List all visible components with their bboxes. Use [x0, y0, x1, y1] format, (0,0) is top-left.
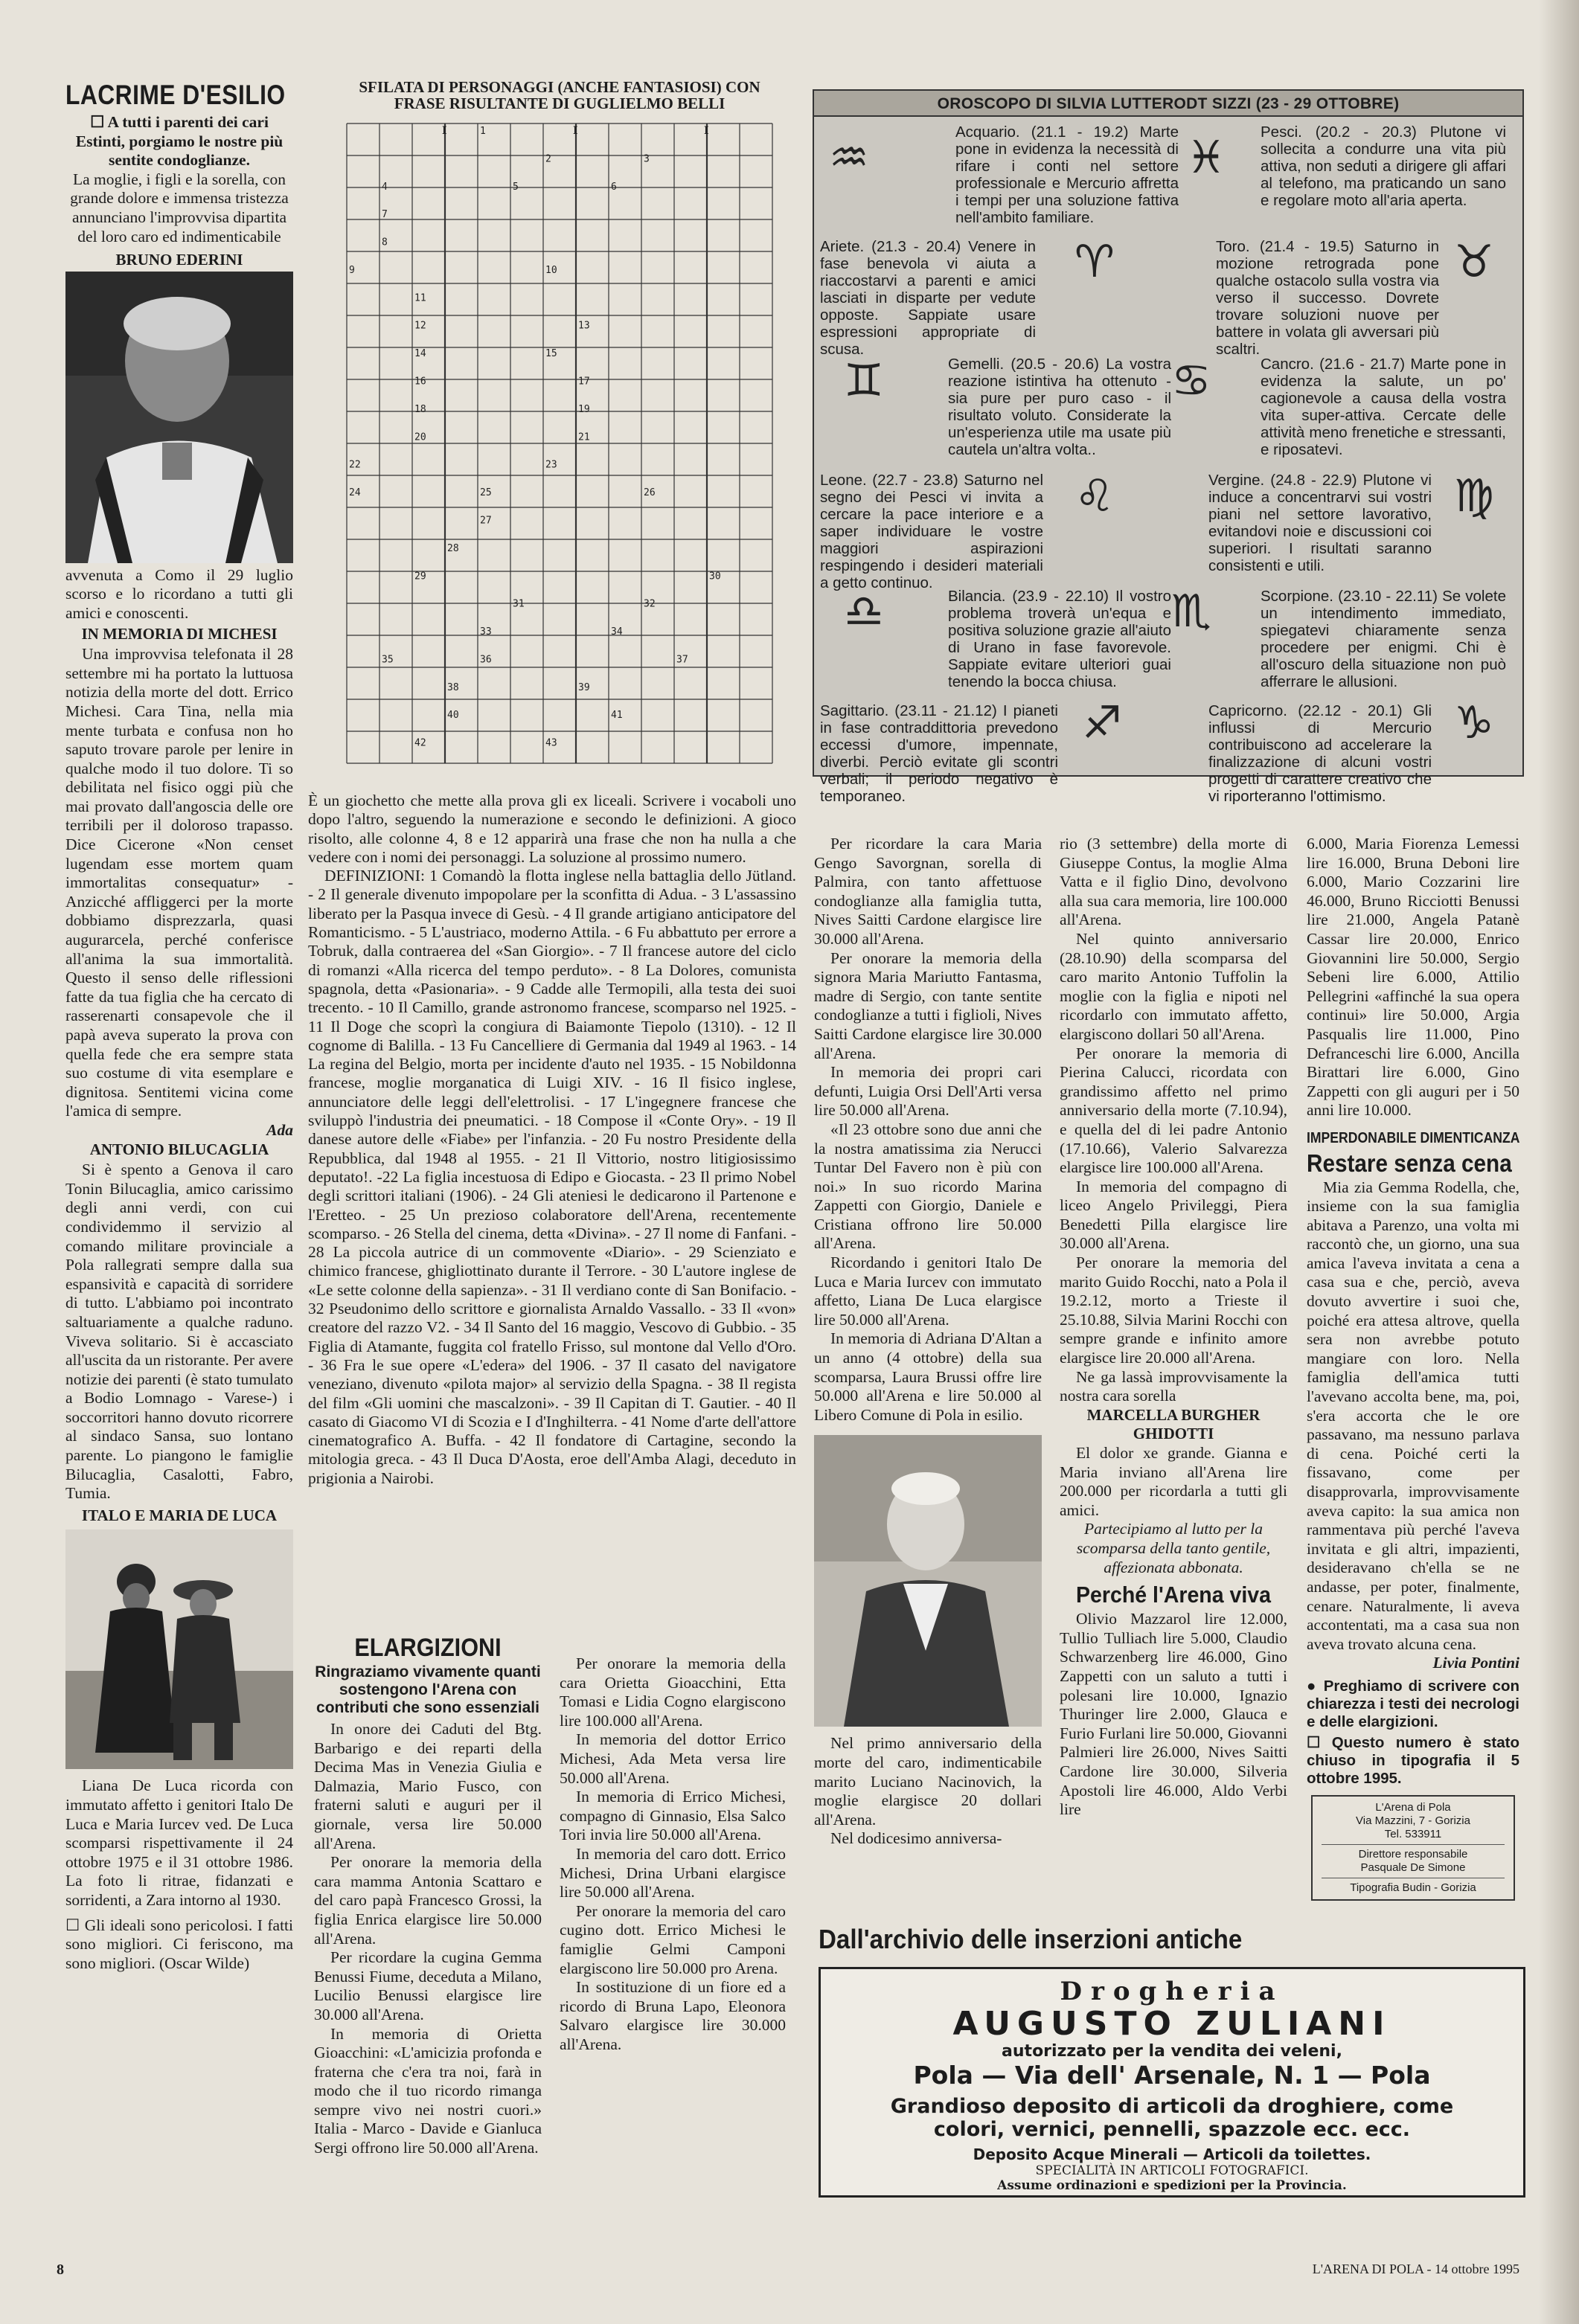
elarg-c4-top: 6.000, Maria Fiorenza Lemessi lire 16.000, Bruna Deboni lire 6.000, Mario Cozzarini lire 46.000, Bruno Ricciotti Benussi lire 21.000, Angela Patanè Cassar lire 20.000, Enrico Giovannini lire 50.000, Sergio Sebeni lire 6.000, Attilio Pellegrini «affinché la sua opera continui» lire 50.000, Argia Pasqualis lire 11.000, Pino Defranceschi lire 6.000, Ancilla Birattari lire 6.000, Gino Zappetti con gli auguri per i 50 anni lire 10.000.: [1307, 835, 1519, 1120]
horoscope-sign-text: I pianeti in fase contraddittoria prevedono eccessi d'umore, impennate, diverbi. Perciò evitate gli scontri verbali; il periodo negativo è temporaneo.: [820, 702, 1058, 805]
ederini-name: BRUNO EDERINI: [115, 251, 243, 269]
elargizioni-col-4: [1060, 835, 1287, 1820]
elargizioni-subtitle: Ringraziamo vivamente quanti sostengono l'Arena con contributi che sono essenziali: [315, 1663, 541, 1716]
crossword-text: [308, 792, 796, 1488]
elargizioni-col-1: [314, 1634, 542, 2158]
horoscope-sign-name: Vergine. (24.8 - 22.9): [1208, 472, 1363, 489]
crossword-number: 17: [578, 376, 590, 388]
crossword-number: 32: [644, 598, 656, 610]
scorpio-icon: ♏: [1171, 585, 1211, 638]
pisces-icon: ♓: [1186, 132, 1226, 184]
horoscope-sign-text: Saturno in mozione retrograda pone qualche ostacolo sulla vostra via verso il successo. Dovrete trovare soluzioni nuove per battere in volata gli avversari più scaltri.: [1216, 238, 1440, 358]
cancer-icon: ♋: [1171, 355, 1211, 407]
michesi-heading: IN MEMORIA DI MICHESI: [81, 624, 278, 643]
crossword-number: 8: [382, 237, 388, 248]
horoscope-sign-name: Toro. (21.4 - 19.5): [1216, 238, 1364, 255]
wilde-quote: ☐ Gli ideali sono pericolosi. I fatti sono migliori. Ci feriscono, ma sono migliori. (Oscar Wilde): [65, 1916, 293, 1972]
horoscope-sign: [1261, 123, 1506, 209]
avviso-1: ● Preghiamo di scrivere con chiarezza i testi dei necrologi e delle elargizioni.: [1307, 1677, 1519, 1730]
page-number: 8: [57, 2262, 64, 2278]
elarg-c2-p5: Per onorare la memoria del caro cugino dott. Errico Michesi le famiglie Gelmi Camponi elargiscono lire 50.000 pro Arena.: [560, 1901, 786, 1977]
bilucaglia-heading: ANTONIO BILUCAGLIA: [89, 1140, 269, 1158]
arena-viva-body: Olivio Mazzarol lire 12.000, Tullio Tulliach lire 5.000, Claudio Schwarzenberg lire 46.000, Gino Zappetti con un saluto a tutti i polesani lire 10.000, Ignazio Thuringer lire 2.000, Glauca e Furio Furlani lire 50.000, Giovanni Palmieri lire 26.000, Nives Saitti Cardone lire 30.000, Silveria Apostoli lire 46.000, Aldo Verbi lire: [1060, 1610, 1287, 1819]
crossword-number: 43: [545, 737, 557, 749]
ad-line-6: colori, vernici, pennelli, spazzole ecc. ecc.: [933, 2118, 1411, 2141]
elarg-c2-tail: Nel dodicesimo anniversa-: [830, 1829, 1002, 1848]
horoscope-sign-name: Ariete. (21.3 - 20.4): [820, 238, 969, 255]
crossword-number: 26: [644, 487, 656, 499]
horoscope-sign: [820, 472, 1043, 591]
crossword-number: 5: [513, 181, 519, 193]
antique-advertisement: [819, 1967, 1525, 2198]
paper-dateline: L'ARENA DI POLA - 14 ottobre 1995: [1312, 2262, 1519, 2276]
aries-icon: ♈: [1074, 236, 1115, 288]
horoscope-sign-name: Sagittario. (23.11 - 21.12): [820, 702, 1003, 719]
capricorn-icon: ♑: [1454, 697, 1494, 749]
crossword-number: 35: [382, 654, 394, 666]
man-portrait-image: [814, 1435, 1042, 1727]
nacinovich-text: Nel primo anniversario della morte del caro, indimenticabile marito Luciano Nacinovich, la moglie elargisce 20 dollari all'Arena.: [814, 1734, 1042, 1829]
horoscope-sign-text: Se volete un intendimento immediato, spiegatevi chiaramente senza procedere per enigmi. Chi è all'oscuro della situazione non può afferrare le allusioni.: [1261, 588, 1506, 690]
portrait-image: [65, 272, 293, 563]
elarg-c2-p11: Ricordando i genitori Italo De Luca e Maria Iurcev con immutato affetto, Liana De Luca elargisce lire 50.000 all'Arena.: [814, 1254, 1042, 1329]
lacrime-title: LACRIME D'ESILIO: [65, 80, 286, 110]
crossword-number: 22: [349, 459, 361, 471]
ad-line-1: Drogheria: [1060, 1977, 1284, 2006]
michesi-signature: Ada: [266, 1120, 293, 1139]
cena-signature: Livia Pontini: [1432, 1654, 1519, 1672]
ad-line-4: Pola — Via dell' Arsenale, N. 1 — Pola: [913, 2061, 1431, 2090]
crossword-number: 12: [414, 320, 426, 332]
ederini-photo: [65, 272, 293, 563]
crossword-number: 34: [611, 626, 623, 638]
elargizioni-col-3: [814, 835, 1042, 1849]
elarg-c2-p3: In memoria di Errico Michesi, compagno di Ginnasio, Elsa Salco Tori invia lire 50.000 all'Arena.: [560, 1788, 786, 1844]
crossword-number: 37: [676, 654, 688, 666]
crossword-number: 30: [709, 571, 721, 582]
ad-line-7: Deposito Acque Minerali — Articoli da toilettes.: [973, 2145, 1371, 2163]
crossword-number: 16: [414, 376, 426, 388]
crossword-number: 21: [578, 431, 590, 443]
horoscope-sign-text: Marte pone in evidenza la salute, un po' cagionevole a causa della vostra vita super-attiva. Cercate delle attività meno frenetiche e stressanti, e riposatevi.: [1261, 356, 1506, 458]
elarg-c3-p1: rio (3 settembre) della morte di Giuseppe Contus, la moglie Alma Vatta e il figlio Dino, devolvono alla sua cara memoria, lire 100.000 all'Arena.: [1060, 835, 1287, 929]
elarg-c2-p6: In sostituzione di un fiore ed a ricordo di Bruna Lapo, Eleonora Salvaro elargisce lire 30.000 all'Arena.: [560, 1978, 786, 2053]
burgher-italic: Partecipiamo al lutto per la scomparsa della tanto gentile, affezionata abbonata.: [1076, 1520, 1271, 1576]
crossword-number: 27: [480, 515, 492, 527]
horoscope-sign-text: Plutone vi induce a concentrarvi sui vostri piani nel settore lavorativo, evitandovi noie e discussioni coi superiori. I risultati saranno consistenti e utili.: [1208, 472, 1432, 574]
bilucaglia-body: Si è spento a Genova il caro Tonin Bilucaglia, amico carissimo degli anni verdi, con cui condividemmo il servizio al comando militare provinciale a Pola rallegrati sempre dalla sua espansività e capacità di sorridere di tutto. L'abbiamo poi incontrato saltuariamente a qualche raduno. Viveva solitario. Si è accasciato all'uscita da un ristorante. Per avere notizie dei parenti (è stato tumulato a Bodio Lomnago - Varese-) i soccorritori hanno dovuto ricorrere al sindaco Sansa, suo lontano parente. Lo piangono le famiglie Bilucaglia, Casalotti, Fabro, Tumia.: [65, 1161, 293, 1503]
deluca-body: Liana De Luca ricorda con immutato affetto i genitori Italo De Luca e Maria Iurcev ved. De Luca scomparsi rispettivamente il 24 ottobre 1975 e il 31 ottobre 1986. La foto li ritrae, fidanzati e sorridenti, a Zara intorno al 1930.: [65, 1776, 293, 1909]
crossword-number: 9: [349, 264, 355, 276]
archivio-title: Dall'archivio delle inserzioni antiche: [819, 1924, 1243, 1954]
horoscope-sign: [1208, 702, 1432, 805]
crossword-number: 4: [382, 181, 388, 193]
horoscope-sign-name: Pesci. (20.2 - 20.3): [1261, 123, 1430, 141]
horoscope-sign: [1261, 588, 1506, 690]
horoscope-sign-text: Plutone vi sollecita a condurre una vita più attiva, non seduti a dirigere gli affari al telefono, ma praticando un sano e regolare moto all'aria aperta.: [1261, 123, 1506, 209]
crossword-number: 13: [578, 320, 590, 332]
crossword-number: 29: [414, 571, 426, 582]
colophon-line-5: Pasquale De Simone: [1360, 1861, 1466, 1874]
horoscope-sign: [948, 356, 1171, 458]
horoscope-sign-text: Il vostro problema troverà un'equa e positiva soluzione grazie all'aiuto di Urano in fase favorevole. Sappiate evitare ulteriori guai tenendo la bocca chiusa.: [948, 588, 1171, 690]
crossword-number: 14: [414, 348, 426, 360]
crossword-number: 25: [480, 487, 492, 499]
cena-kicker: IMPERDONABILE DIMENTICANZA: [1307, 1129, 1520, 1146]
elarg-c1-p2: Per onorare la memoria della cara mamma Antonia Scattaro e del caro papà Francesco Grossi, la figlia Enrica elargisce lire 50.000 all'Arena.: [314, 1853, 542, 1948]
lacrime-intro: ☐ A tutti i parenti dei cari Estinti, porgiamo le nostre più sentite condoglianze.: [75, 113, 284, 170]
horoscope-sign-text: Venere in fase benevola vi aiuta a riaccostarvi a parenti e amici lasciati in disparte per vedute opposte. Sappiate usare espressioni appropriate di scusa.: [820, 238, 1037, 358]
horoscope-sign-text: Gli influssi di Mercurio contribuiscono ad accelerare la finalizzazione di alcuni vostri progetti di carattere creativo che vi riporteranno l'ottimismo.: [1208, 702, 1432, 805]
couple-photo-image: [65, 1529, 293, 1769]
horoscope-sign-name: Acquario. (21.1 - 19.2): [955, 123, 1140, 141]
horoscope-sign: [1208, 472, 1432, 574]
deluca-heading: ITALO E MARIA DE LUCA: [81, 1506, 278, 1524]
crossword-number: 20: [414, 431, 426, 443]
elarg-c2-p9: In memoria dei propri cari defunti, Luigia Orsi Dell'Arti versa lire 50.000 all'Arena.: [814, 1063, 1042, 1120]
michesi-body: Una improvvisa telefonata il 28 settembre mi ha portato la luttuosa notizia della morte del dott. Errico Michesi. Cara Tina, nella mia mente turbata e confusa non ho saputo trovare parole per lenire in qualche modo il tuo dolore. Ti so debilitata nel fisico oggi più che mai provato dall'angoscia delle ore terribili per il doloroso trapasso. Dice Cicerone «Non censet lugendam esse mortem quam immortalitas consequatur» - Anzicché affliggerci per la morte dobbiamo disprezzarla, quasi augurarcela, perché conferisce all'anima la sua immortalità. Questo il senso delle riflessioni fatte da tua figlia che ha cercato di rasserenarti consapevole che il papà aveva superato la prova con quella fede che era sempre stata suo costume di vita esemplare e dignitosa. Sentitemi vicina come l'amica di sempre.: [65, 645, 293, 1120]
horoscope-sign-text: La vostra reazione istintiva ha ottenuto - sia pure per puro caso - il risultato voluto. Considerate la un'esperienza utile ma usate più cautela un'altra volta..: [948, 356, 1171, 458]
crossword-number: 42: [414, 737, 426, 749]
column-marker: I: [573, 125, 578, 137]
crossword-number: 2: [545, 153, 551, 165]
taurus-icon: ♉: [1454, 236, 1494, 288]
ad-line-2: AUGUSTO ZULIANI: [952, 2005, 1391, 2043]
horoscope-sign: [1261, 356, 1506, 458]
crossword-number: 41: [611, 710, 623, 722]
elargizioni-col-5: [1307, 835, 1519, 1901]
colophon-line-2: Via Mazzini, 7 - Gorizia: [1356, 1814, 1470, 1827]
crossword-number: 24: [349, 487, 361, 499]
elarg-c2-p7: Per ricordare la cara Maria Gengo Savorgnan, sorella di Palmira, con tanto affettuose condoglianze alla famiglia tutta, Nives Saitti Cardone elargisce lire 30.000 all'Arena.: [814, 835, 1042, 948]
crossword-number: 3: [644, 153, 650, 165]
column-lacrime: [65, 80, 293, 1973]
crossword-number: 33: [480, 626, 492, 638]
elarg-c2-p2: In memoria del dottor Errico Michesi, Ada Meta versa lire 50.000 all'Arena.: [560, 1730, 786, 1787]
crossword-number: 38: [447, 681, 459, 693]
crossword-number: 10: [545, 264, 557, 276]
crossword-number: 31: [513, 598, 525, 610]
elarg-c1-p1: In onore dei Caduti del Btg. Barbarigo e dei reparti della Decima Mas in Venezia Giulia e Dalmazia, Mario Fusco, con fraterni saluti e auguri per il giornale, versa lire 50.000 all'Arena.: [314, 1720, 542, 1852]
crossword-title: SFILATA DI PERSONAGGI (ANCHE FANTASIOSI) CON FRASE RISULTANTE DI GUGLIELMO BELLI: [359, 78, 760, 112]
horoscope-sign: [948, 588, 1171, 690]
deluca-photo: [65, 1529, 293, 1769]
horoscope-sign: [820, 238, 1036, 358]
ad-line-3: autorizzato per la vendita dei veleni,: [1002, 2042, 1342, 2061]
column-marker: I: [704, 125, 709, 137]
horoscope-sign-name: Bilancia. (23.9 - 22.10): [948, 588, 1115, 605]
crossword-number: 15: [545, 348, 557, 360]
crossword-number: 11: [414, 292, 426, 304]
elarg-c2-p10: «Il 23 ottobre sono due anni che la nostra amatissima zia Nerucci Tuntar Del Favero non è più con noi.» In suo ricordo Marina Zappetti con Giorgio, Daniele e Cristiana offrono lire 50.000 all'Arena.: [814, 1120, 1042, 1253]
ederini-lead: La moglie, i figli e la sorella, con grande dolore e immensa tristezza annunciano l'improvvisa dipartita del loro caro ed indimenticabile: [70, 170, 289, 245]
burgher-name: MARCELLA BURGHER GHIDOTTI: [1086, 1405, 1261, 1443]
crossword-number: 23: [545, 459, 557, 471]
crossword-definitions: DEFINIZIONI: 1 Comandò la flotta inglese nella battaglia dello Jütland. - 2 Il generale divenuto impopolare per la sconfitta di Adua. - 3 L'assassino liberato per la Pasqua invece di Gesù. - 4 Il grande artigiano anticipatore del Romanticismo. - 5 L'austriaco, moderno Attila. - 6 Fu abbattuto per errore a Tobruk, dalla contraerea del «San Giorgio». - 7 Il francese autore del ciclo di romanzi «Alla ricerca del tempo perduto». - 8 La Dolores, comunista spagnola, detta «Pasionaria». - 9 Cadde alle Termopili, alla testa dei suoi trecento. - 10 Il Camillo, grande astronomo francese, scomparso nel 1925. - 11 Il Doge che scoprì la congiura di Baiamonte Tiepolo (1310). - 12 Il cognome di Balilla. - 13 Fu Cancelliere di Germania dal 1949 al 1963. - 14 La regina del Belgio, morta per incidente d'auto nel 1935. - 15 Nobildonna francese, moglie morganatica di Luigi XIV. - 16 Il fisico inglese, annunciatore delle leggi dell'elettrolisi. - 17 L'ingegnere francese che sviluppò l'industria dei pneumatici. - 18 Compose il «Conte Ory». - 19 Il danese autore delle «Fiabe» per l'infanzia. - 20 Fu nostro Presidente della Repubblica, dal 1948 al 1955. - 21 Il Vittorio, nostro litigiosissimo deputato!. -22 La figlia incestuosa di Edipo e Giocasta. - 23 Il primo Nobel degli scrittori italiani (1906). - 24 Gli ateniesi le dedicarono il Partenone e l'Eretteo. - 25 Un prezioso colaboratore dell'Arena, recentemente scomparso. - 26 Stella del cinema, detta «Divina». - 27 Il nome di Fanfani. - 28 La piccola autrice di un commovente «Diario». - 29 Scienziato e chimico francese, ghigliottinato durante il Terrore. - 30 L'autore inglese de «Le sette colonne della sapienza». - 31 Il verdiano conte di San Bonifacio. - 32 Pseudonimo dello scrittore e giornalista Arnaldo Vassallo. - 33 Il «von» creatore del razzo V2. - 34 Il Santo del 16 maggio, Vescovo di Gubbio. - 35 Figlia di Atamante, fuggita col fratello Frisso, sul montone dal Vello d'Oro. - 36 Fra le sue opere «L'edera» del 1906. - 37 Il casato del navigatore veneziano, divenuto «pilota major» al servizio della Spagna. - 38 Il regista del film «Gli uomini che mascalzoni». - 39 Il Capitan di T. Gautier. - 40 Il casato di Giacomo VI di Scozia e I d'Inghilterra. - 41 Nome d'arte dell'attore cinematografico A. Buffa. - 42 Il fondatore di Cartagine, secondo la mitologia greca. - 43 Il Duca D'Aosta, eroe dell'Amba Alagi, deceduto in prigionia a Nairobi.: [308, 867, 796, 1487]
horoscope-sign-name: Scorpione. (23.10 - 22.11): [1261, 588, 1443, 605]
elargizioni-col-2: [560, 1654, 786, 2054]
ederini-body: avvenuta a Como il 29 luglio scorso e lo ricordano a tutti gli amici e conoscenti.: [65, 565, 293, 622]
crossword-svg: [341, 119, 778, 774]
libra-icon: ♎: [844, 585, 884, 638]
cena-body: Mia zia Gemma Rodella, che, insieme con la sua famiglia abitava a Parenzo, una volta mi raccontò che, un giorno, una sua amica l'aveva invitata a cena a casa sua e che, perciò, aveva dovuto avvertire i suoi che, poiché era attesa altrove, quella sera non avrebbe potuto mangiare con loro. Nella famiglia dell'amica tutti l'avevano accolta bene, ma, poi, s'era accorta che le ore passavano, ma nessuno parlava di cena. Poiché certi la fissavano, come per disapprovarla, improvvisamente aveva capito: la sua amica non rammentava più perché l'aveva invitata e gli altri, impazienti, desideravano ch'ella se ne andasse, per poter, finalmente, cenare. Naturalmente, li aveva accontentati, ma a casa sua non aveva trovato alcuna cena.: [1307, 1178, 1519, 1653]
cena-title: Restare senza cena: [1307, 1149, 1512, 1177]
colophon-line-6: Tipografia Budin - Gorizia: [1350, 1881, 1476, 1894]
ad-line-5: Grandioso deposito di articoli da droghiere, come: [890, 2095, 1454, 2118]
crossword-number: 39: [578, 681, 590, 693]
avviso-2: ☐ Questo numero è stato chiuso in tipografia il 5 ottobre 1995.: [1307, 1733, 1519, 1787]
horoscope-title: OROSCOPO DI SILVIA LUTTERODT SIZZI (23 - 29 OTTOBRE): [814, 91, 1522, 117]
crossword-grid: [341, 119, 778, 774]
virgo-icon: ♍: [1454, 470, 1494, 522]
horoscope-sign: [955, 123, 1179, 226]
crossword-number: 18: [414, 403, 426, 415]
crossword-number: 28: [447, 542, 459, 554]
horoscope-sign-name: Capricorno. (22.12 - 20.1): [1208, 702, 1413, 719]
horoscope-sign: [1216, 238, 1439, 358]
crossword-number: 1: [480, 126, 486, 137]
horoscope-sign-text: Marte pone in evidenza la necessità di rifare i conti nel settore professionale e Mercurio affretta i tempi per una soluzione fattiva nell'ambito familiare.: [955, 123, 1179, 226]
arena-viva-title: Perché l'Arena viva: [1075, 1582, 1272, 1608]
horoscope-sign-name: Gemelli. (20.5 - 20.6): [948, 356, 1106, 373]
elarg-c3-p2: Nel quinto anniversario (28.10.90) della scomparsa del caro marito Antonio Tuffolin la moglie con la figlia e nipoti nel ricordarlo con immutato affetto, elargiscono dollari 50 all'Arena.: [1060, 929, 1287, 1043]
colophon-box: [1311, 1795, 1515, 1901]
colophon-line-3: Tel. 533911: [1384, 1827, 1442, 1840]
burgher-body: El dolor xe grande. Gianna e Maria inviano all'Arena lire 200.000 per ricordarla a tutti gli amici.: [1060, 1444, 1287, 1519]
elarg-c3-p5: Per onorare la memoria del marito Guido Rocchi, nato a Pola il 19.2.12, morto a Trieste il 25.10.88, Silvia Marini Rocchi con sempre grande e infinito amore elargisce lire 20.000 all'Arena.: [1060, 1254, 1287, 1367]
elarg-c2-p4: In memoria del caro dott. Errico Michesi, Drina Urbani elargisce lire 50.000 all'Arena.: [560, 1844, 786, 1901]
elarg-c2-p12: In memoria di Adriana D'Altan a un anno (4 ottobre) della sua scomparsa, Laura Brussi offre lire 50.000 all'Arena e lire 50.000 al Libero Comune di Pola in esilio.: [814, 1329, 1042, 1424]
nacinovich-photo: [814, 1435, 1042, 1727]
elarg-c2-p1: Per onorare la memoria della cara Orietta Gioacchini, Etta Tomasi e Lidia Cogno elargiscono lire 100.000 all'Arena.: [560, 1654, 786, 1730]
gemini-icon: ♊: [844, 355, 884, 407]
elarg-c3-p3: Per onorare la memoria di Pierina Calucci, ricordata con grandissimo affetto nel primo anniversario della morte (7.10.94), e quella del di lei padre Antonio (17.10.66), Valerio Salvarezza elargisce lire 100.000 all'Arena.: [1060, 1044, 1287, 1177]
ad-line-9: Assume ordinazioni e spedizioni per la Provincia.: [997, 2178, 1347, 2193]
crossword-number: 6: [611, 181, 617, 193]
elarg-c1-p3: Per ricordare la cugina Gemma Benussi Fiume, deceduta a Milano, Lucilio Benussi elargisce lire 30.000 all'Arena.: [314, 1948, 542, 2023]
page-fold-shadow: [1539, 0, 1579, 2324]
elarg-c3-p6: Ne ga lassà improvvisamente la nostra cara sorella: [1060, 1367, 1287, 1405]
horoscope-box: [813, 89, 1524, 805]
aquarius-icon: ♒: [829, 132, 869, 184]
crossword-number: 40: [447, 710, 459, 722]
horoscope-sign-name: Cancro. (21.6 - 21.7): [1261, 356, 1411, 373]
horoscope-sign-text: Saturno nel segno dei Pesci vi invita a cercare la pace interiore e a saper individuare le vostre maggiori aspirazioni respingendo i desideri materiali a getto continuo.: [820, 472, 1043, 591]
colophon-line-1: L'Arena di Pola: [1375, 1800, 1451, 1814]
crossword-number: 7: [382, 209, 388, 221]
leo-icon: ♌: [1074, 470, 1115, 522]
elargizioni-title: ELARGIZIONI: [354, 1634, 502, 1662]
elarg-c3-p4: In memoria del compagno di liceo Angelo Privileggi, Piera Benedetti Pilla elargisce lire 30.000 all'Arena.: [1060, 1177, 1287, 1253]
ad-line-8: SPECIALITÀ IN ARTICOLI FOTOGRAFICI.: [1035, 2163, 1309, 2178]
elarg-c2-p8: Per onorare la memoria della signora Maria Mariutto Fantasma, madre di Sergio, con tante sentite condoglianze a tutti i figlioli, Nives Saitti Cardone elargisce lire 30.000 all'Arena.: [814, 948, 1042, 1062]
crossword-number: 36: [480, 654, 492, 666]
horoscope-sign-name: Leone. (22.7 - 23.8): [820, 472, 964, 489]
column-marker: I: [442, 125, 447, 137]
sagittarius-icon: ♐: [1082, 697, 1122, 749]
elarg-c1-p4: In memoria di Orietta Gioacchini: «L'amicizia profonda e fraterna che c'era tra noi, farà in modo che il tuo ricordo rimanga sempre vivo nei nostri cuori.» Italia - Marco - Davide e Gianluca Sergi offrono lire 50.000 all'Arena.: [314, 2024, 542, 2157]
colophon-line-4: Direttore responsabile: [1358, 1847, 1468, 1861]
crossword-number: 19: [578, 403, 590, 415]
crossword-intro: È un giochetto che mette alla prova gli ex liceali. Scrivere i vocaboli uno dopo l'altro, seguendo la numerazione e secondo le definizioni. A gioco risolto, alle colonne 4, 8 e 12 apparirà una frase che non ha nulla a che vedere con i nomi dei personaggi. La soluzione al prossimo numero.: [308, 792, 796, 866]
horoscope-sign: [820, 702, 1058, 805]
